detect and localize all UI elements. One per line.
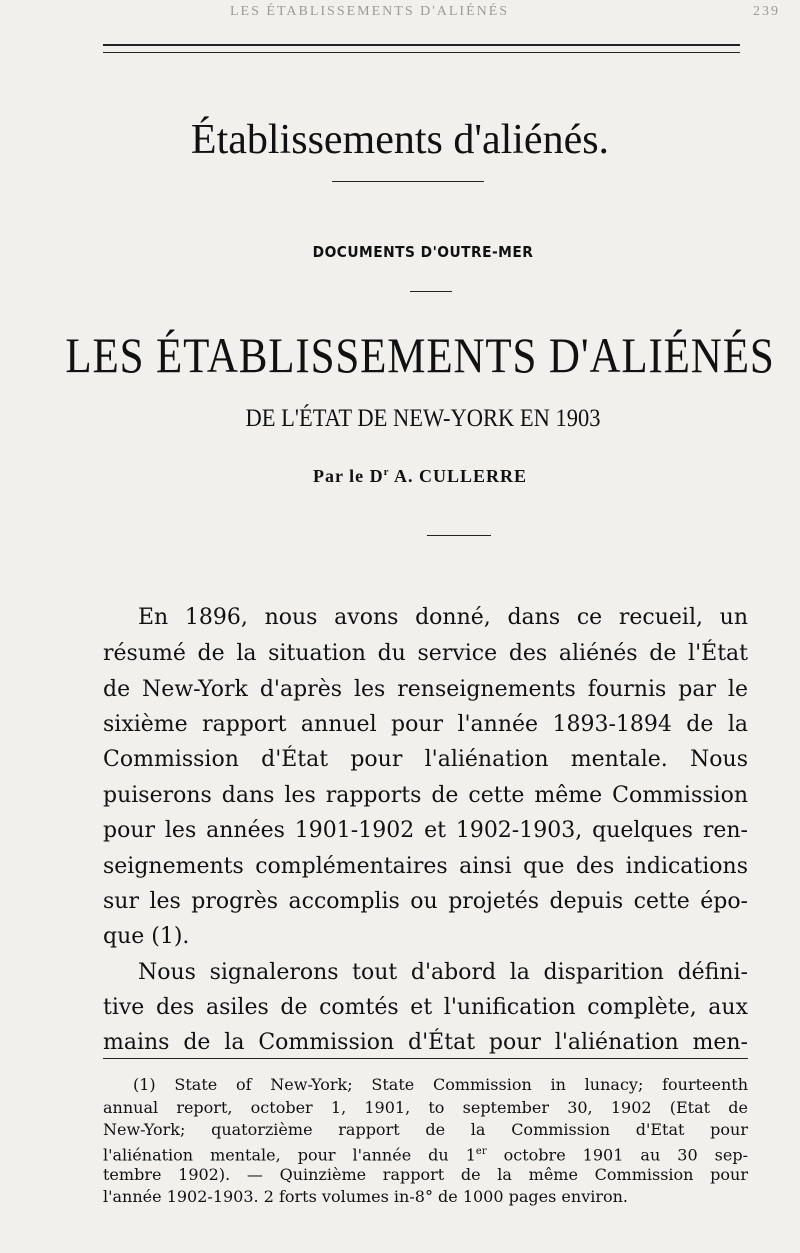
section-title: Établissements d'aliénés. <box>190 117 610 163</box>
body-line: sur les progrès accomplis ou projetés depuis cette épo- <box>103 889 748 914</box>
body-line: mains de la Commission d'État pour l'aliénation men- <box>103 1030 748 1055</box>
body-line: puiserons dans les rapports de cette même Commission <box>103 783 748 808</box>
footnote-line: New-York; quatorzième rapport de la Commission d'Etat pour <box>103 1120 748 1139</box>
running-header <box>230 4 790 20</box>
kicker: DOCUMENTS D'OUTRE-MER <box>312 243 534 261</box>
footnote-line-start: l'aliénation mentale, pour l'année du 1 <box>103 1145 476 1165</box>
footnote-line: tembre 1902). — Quinzième rapport de la même Commission pour <box>103 1165 748 1184</box>
body-line: que (1). <box>103 924 190 949</box>
byline-prefix: Par le D <box>312 466 384 486</box>
subtitle: DE L'ÉTAT DE NEW-YORK EN 1903 <box>245 405 601 432</box>
footnote-line: annual report, october 1, 1901, to september 30, 1902 (Etat de <box>103 1098 748 1117</box>
page-number: 239 <box>753 4 780 19</box>
main-title: LES ÉTABLISSEMENTS D'ALIÉNÉS <box>65 327 775 383</box>
byline-author: A. CULLERRE <box>389 466 528 486</box>
kicker-divider <box>410 291 452 292</box>
footnote-sup: er <box>475 1146 487 1157</box>
footnote-line: (1) State of New-York; State Commission in lunacy; fourteenth <box>133 1075 748 1094</box>
body-line: de New-York d'après les renseignements fournis par le <box>103 677 748 702</box>
footnote-line: l'année 1902-1903. 2 forts volumes in-8° de 1000 pages environ. <box>103 1187 629 1206</box>
body-line: En 1896, nous avons donné, dans ce recueil, un <box>138 605 748 630</box>
body-line: pour les années 1901-1902 et 1902-1903, quelques ren- <box>103 818 748 843</box>
body-line: Nous signalerons tout d'abord la disparition défini- <box>138 960 748 985</box>
byline-divider <box>427 535 491 536</box>
body-line: seignements complémentaires ainsi que des indications <box>103 854 748 879</box>
body-line: résumé de la situation du service des aliénés de l'État <box>103 641 748 666</box>
body-line: sixième rapport annuel pour l'année 1893-1894 de la <box>103 712 748 737</box>
footnote-line-end: octobre 1901 au 30 sep- <box>486 1145 748 1165</box>
byline-sup: r <box>383 466 390 478</box>
footnote-rule <box>103 1058 748 1059</box>
byline <box>0 466 800 487</box>
body-line: Commission d'État pour l'aliénation mentale. Nous <box>103 747 748 772</box>
body-line: tive des asiles de comtés et l'unification complète, aux <box>103 995 748 1020</box>
title-divider <box>332 181 484 182</box>
header-double-rule <box>103 44 740 53</box>
footnote-line <box>103 1142 748 1165</box>
running-header-title: LES ÉTABLISSEMENTS D'ALIÉNÉS <box>230 4 510 19</box>
